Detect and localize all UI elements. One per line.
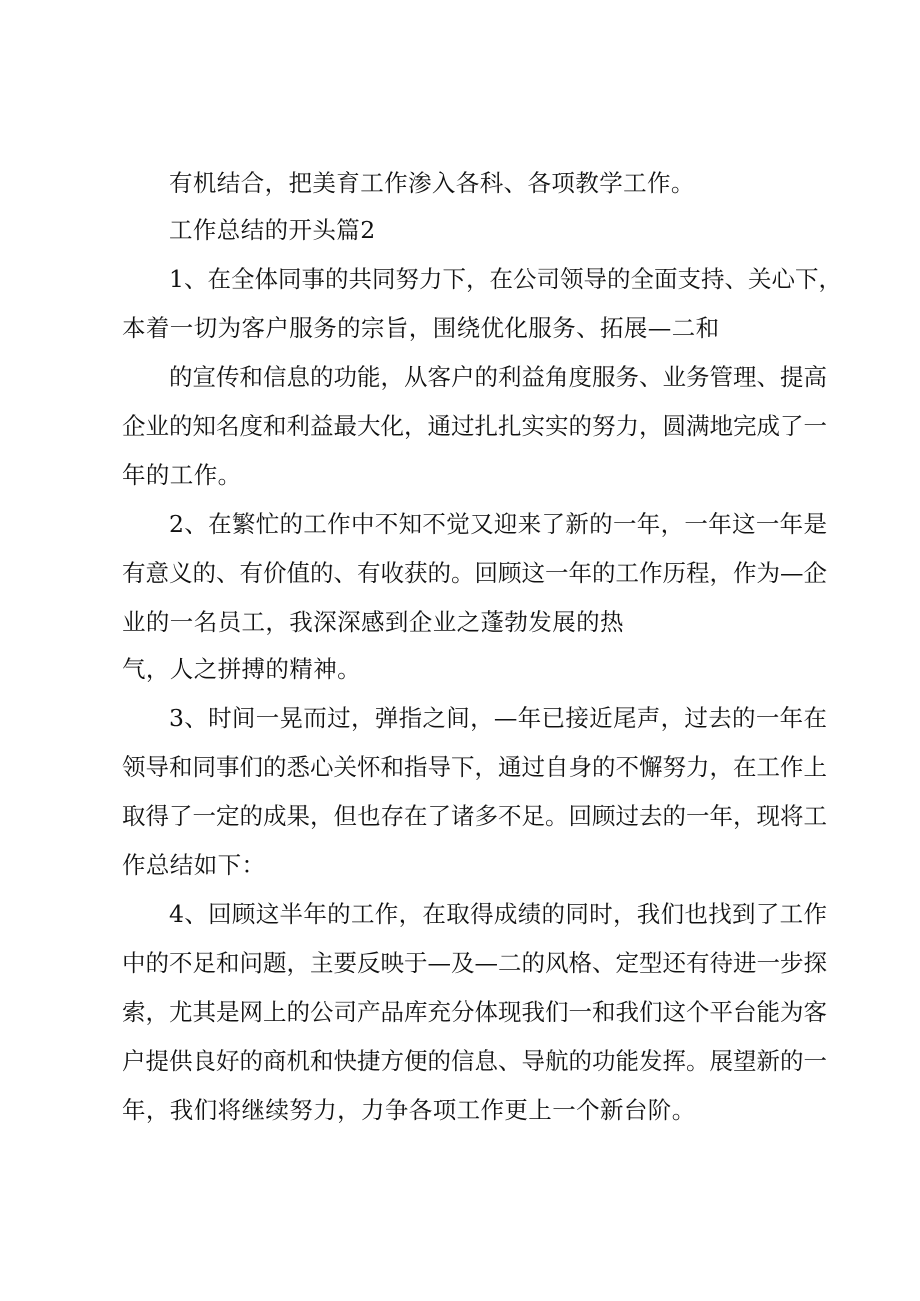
text-line: 领导和同事们的悉心关怀和指导下，通过自身的不懈努力，在工作上	[122, 753, 827, 781]
text-line: 年的工作。	[122, 461, 242, 489]
text-line: 气，人之拼搏的精神。	[122, 655, 361, 683]
text-line: 1、在全体同事的共同努力下，在公司领导的全面支持、关心下，	[169, 265, 842, 293]
text-line: 有机结合，把美育工作渗入各科、各项教学工作。	[169, 169, 695, 197]
text-line: 4、回顾这半年的工作，在取得成绩的同时，我们也找到了工作	[169, 900, 827, 928]
section-heading: 工作总结的开头篇2	[169, 216, 376, 244]
text-line: 取得了一定的成果，但也存在了诸多不足。回顾过去的一年，现将工	[122, 802, 827, 830]
text-line: 3、时间一晃而过，弹指之间，—年已接近尾声，过去的一年在	[169, 704, 827, 732]
text-line: 中的不足和问题，主要反映于—及—二的风格、定型还有待进一步探	[122, 949, 827, 977]
text-line: 作总结如下：	[122, 851, 266, 879]
text-line: 有意义的、有价值的、有收获的。回顾这一年的工作历程，作为—企	[122, 559, 827, 587]
text-line: 业的一名员工，我深深感到企业之蓬勃发展的热	[122, 608, 624, 636]
text-line: 的宣传和信息的功能，从客户的利益角度服务、业务管理、提高	[169, 363, 827, 391]
text-line: 企业的知名度和利益最大化，通过扎扎实实的努力，圆满地完成了一	[122, 412, 827, 440]
text-line: 户提供良好的商机和快捷方便的信息、导航的功能发挥。展望新的一	[122, 1047, 827, 1075]
text-line: 年，我们将继续努力，力争各项工作更上一个新台阶。	[122, 1096, 696, 1124]
text-line: 索，尤其是网上的公司产品库充分体现我们一和我们这个平台能为客	[122, 998, 827, 1026]
text-line: 2、在繁忙的工作中不知不觉又迎来了新的一年，一年这一年是	[169, 510, 827, 538]
text-line: 本着一切为客户服务的宗旨，围绕优化服务、拓展—二和	[122, 314, 720, 342]
